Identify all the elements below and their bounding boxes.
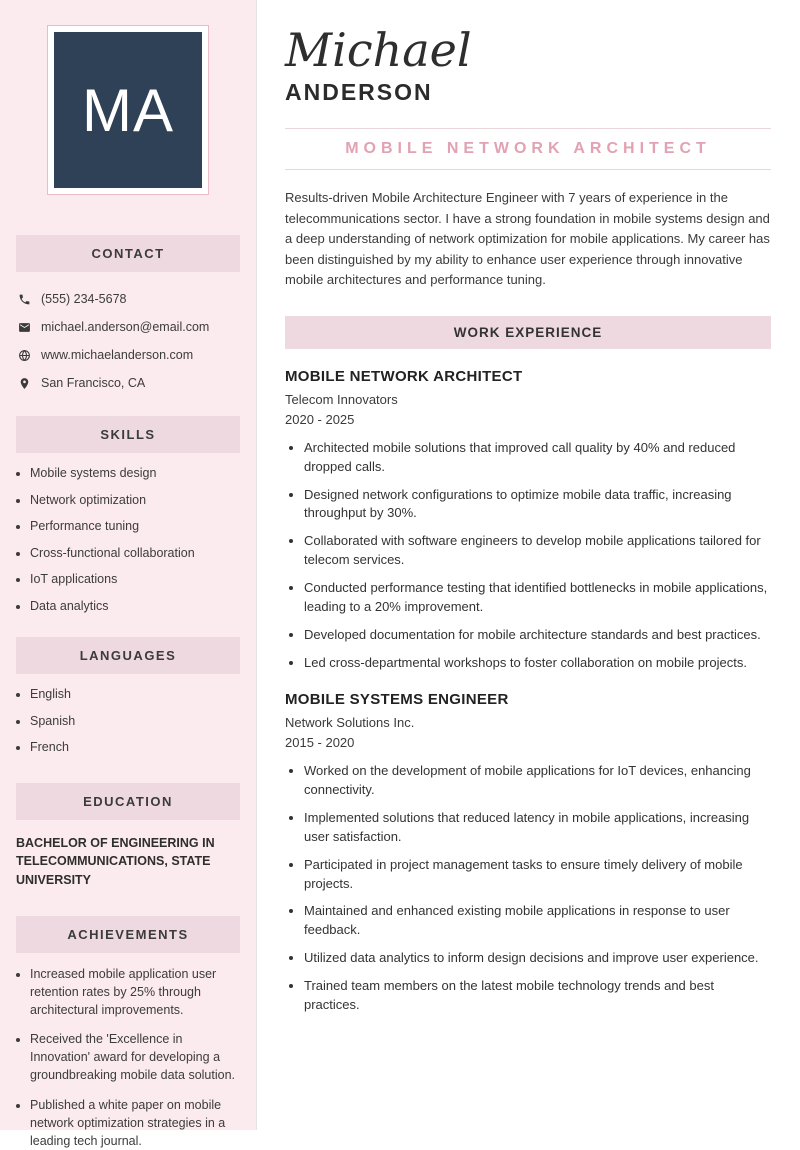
contact-item-website bbox=[18, 348, 242, 362]
job-bullet: • Utilized data analytics to inform design decisions and improve user experience. bbox=[304, 949, 771, 968]
contact-email-text: michael.anderson@email.com bbox=[41, 320, 210, 334]
achievements-section-header: ACHIEVEMENTS bbox=[16, 916, 240, 953]
skills-section-header: SKILLS bbox=[16, 416, 240, 453]
skill-item: • Data analytics bbox=[30, 598, 242, 616]
language-item: • French bbox=[30, 739, 242, 757]
job-company: Network Solutions Inc. bbox=[285, 715, 415, 731]
phone-icon bbox=[18, 293, 31, 306]
contact-website-text: www.michaelanderson.com bbox=[41, 348, 194, 362]
contact-section-header: CONTACT bbox=[16, 235, 240, 272]
skill-item: • Performance tuning bbox=[30, 518, 242, 536]
education-section-header: EDUCATION bbox=[16, 783, 240, 820]
contact-list bbox=[0, 272, 256, 390]
job-bullet: • Designed network configurations to optimize mobile data traffic, increasing throughput by 30%. bbox=[304, 486, 771, 524]
job-bullet: • Collaborated with software engineers to develop mobile applications tailored for telecom services. bbox=[304, 532, 771, 570]
first-name: Michael bbox=[285, 23, 472, 77]
job-dates: 2020 - 2025 bbox=[285, 411, 355, 427]
job-bullet: • Architected mobile solutions that improved call quality by 40% and reduced dropped calls. bbox=[304, 439, 771, 477]
job-bullets-list bbox=[285, 439, 771, 672]
skill-item: • IoT applications bbox=[30, 571, 242, 589]
contact-location-text: San Francisco, CA bbox=[41, 376, 146, 390]
languages-list bbox=[0, 686, 256, 757]
skill-item: • Mobile systems design bbox=[30, 465, 242, 483]
job-bullets-list bbox=[285, 762, 771, 1014]
main-column bbox=[257, 0, 800, 1130]
avatar-frame bbox=[47, 25, 209, 195]
job-bullet: • Developed documentation for mobile architecture standards and best practices. bbox=[304, 626, 771, 645]
skills-list bbox=[0, 465, 256, 615]
divider-bottom bbox=[285, 169, 771, 170]
job-bullet: • Conducted performance testing that identified bottlenecks in mobile applications, leading to a 20% improvement. bbox=[304, 579, 771, 617]
job-title: MOBILE NETWORK ARCHITECT bbox=[285, 367, 523, 385]
sidebar bbox=[0, 0, 257, 1148]
job-bullet: • Participated in project management tasks to ensure timely delivery of mobile projects. bbox=[304, 856, 771, 894]
skill-item: • Cross-functional collaboration bbox=[30, 545, 242, 563]
job-entry-1 bbox=[285, 368, 771, 672]
job-bullet: • Implemented solutions that reduced latency in mobile applications, increasing user satisfaction. bbox=[304, 809, 771, 847]
achievement-item: • Published a white paper on mobile network optimization strategies in a leading tech journal. bbox=[30, 1096, 244, 1150]
page-title-job: MOBILE NETWORK ARCHITECT bbox=[345, 140, 711, 158]
job-dates: 2015 - 2020 bbox=[285, 735, 355, 751]
contact-item-location bbox=[18, 376, 242, 390]
avatar-initials: MA bbox=[82, 76, 174, 144]
job-bullet: • Maintained and enhanced existing mobile applications in response to user feedback. bbox=[304, 902, 771, 940]
job-bullet: • Trained team members on the latest mobile technology trends and best practices. bbox=[304, 977, 771, 1015]
language-item: • English bbox=[30, 686, 242, 704]
education-degree: BACHELOR OF ENGINEERING IN TELECOMMUNICATIONS, STATE UNIVERSITY bbox=[16, 835, 215, 887]
achievement-item: • Increased mobile application user retention rates by 25% through architectural improvements. bbox=[30, 965, 244, 1019]
last-name: ANDERSON bbox=[285, 79, 433, 106]
job-company: Telecom Innovators bbox=[285, 391, 398, 407]
job-bullet: • Worked on the development of mobile applications for IoT devices, enhancing connectivity. bbox=[304, 762, 771, 800]
globe-icon bbox=[18, 349, 31, 362]
summary-paragraph: Results-driven Mobile Architecture Engineer with 7 years of experience in the telecommunications sector. I have a strong foundation in mobile systems design and a deep understanding of network optimization for mobile applications. My career has been distinguished by my ability to enhance user experience through innovative mobile architectures and performance tuning. bbox=[285, 190, 770, 288]
contact-item-phone bbox=[18, 292, 242, 306]
contact-item-email bbox=[18, 320, 242, 334]
avatar bbox=[54, 32, 202, 188]
job-title: MOBILE SYSTEMS ENGINEER bbox=[285, 691, 509, 709]
job-bullet: • Led cross-departmental workshops to foster collaboration on mobile projects. bbox=[304, 654, 771, 673]
location-icon bbox=[18, 377, 31, 390]
achievements-list bbox=[0, 965, 256, 1150]
skill-item: • Network optimization bbox=[30, 492, 242, 510]
work-experience-header: WORK EXPERIENCE bbox=[285, 316, 771, 349]
email-icon bbox=[18, 321, 31, 334]
languages-section-header: LANGUAGES bbox=[16, 637, 240, 674]
contact-phone-text: (555) 234-5678 bbox=[41, 292, 127, 306]
job-entry-2 bbox=[285, 691, 771, 1014]
achievement-item: • Received the 'Excellence in Innovation' award for developing a groundbreaking mobile data solution. bbox=[30, 1030, 244, 1084]
language-item: • Spanish bbox=[30, 713, 242, 731]
